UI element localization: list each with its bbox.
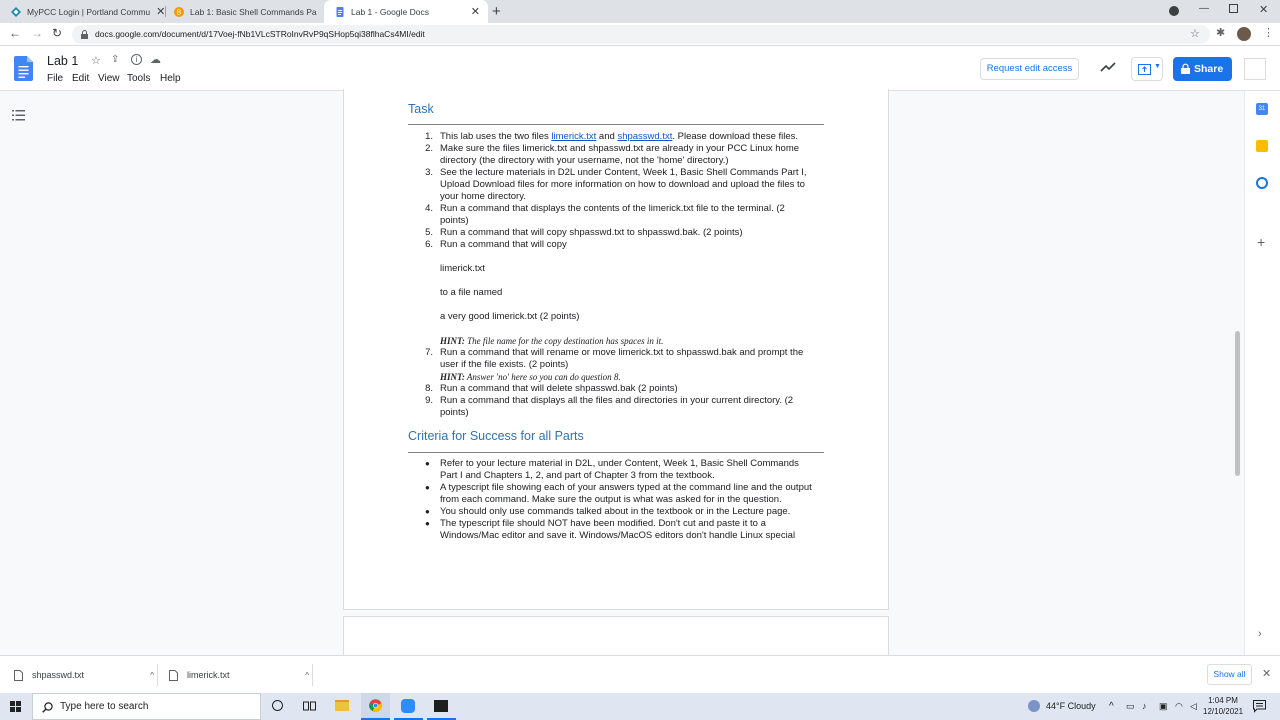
search-icon [42,702,53,713]
list-number: 1. [425,131,433,142]
side-panel [1244,91,1280,655]
windows-start-icon[interactable] [10,701,21,712]
profile-avatar[interactable] [1237,27,1251,41]
file-icon [14,670,23,681]
document-canvas [0,91,1244,655]
list-line: See the lecture materials in D2L under Content, Week 1, Basic Shell Commands Part I, [440,167,807,178]
bullet-icon: ● [425,459,430,468]
list-line: Run a command that will rename or move limerick.txt to shpasswd.bak and prompt the [440,347,804,358]
divider [157,664,158,686]
download-item[interactable] [14,656,154,694]
present-icon [1138,64,1151,75]
list-line: user if the file exists. (2 points) [440,359,569,370]
list-line: your home directory. [440,191,526,202]
show-hidden-icons-chevron-icon[interactable]: ^ [1109,701,1114,712]
download-filename: limerick.txt [187,670,230,680]
task-view-icon[interactable] [303,700,316,712]
search-placeholder: Type here to search [60,701,149,712]
cortana-icon[interactable] [272,700,283,711]
chevron-down-icon: ▼ [1154,63,1161,70]
hint-label: HINT: [440,372,465,382]
list-number: 3. [425,167,433,178]
list-line: Run a command that will delete shpasswd.bak (2 points) [440,383,678,394]
zoom-taskbar-button[interactable] [394,693,423,720]
list-line: points) [440,407,469,418]
list-line: This lab uses the two files limerick.txt and shpasswd.txt. Please download these files. [440,131,799,142]
weather-text[interactable]: 44°F Cloudy [1046,701,1096,711]
present-button[interactable] [1131,57,1163,81]
criteria-line: Part I and Chapters 1, 2, and part of Chapter 3 from the textbook. [440,470,715,481]
chevron-right-icon[interactable]: › [1258,628,1262,640]
menu-file[interactable]: File [47,73,64,84]
weather-cloud-icon[interactable] [1028,700,1040,712]
restore-window-icon[interactable] [1229,4,1238,13]
network-battery-icon[interactable]: ▭ [1126,701,1135,711]
cloud-status-icon[interactable]: ☁ [150,54,161,66]
google-docs-favicon-icon [335,7,345,17]
document-title[interactable]: Lab 1 [47,54,79,68]
document-outline-icon[interactable] [12,110,25,121]
back-arrow-icon[interactable]: ← [9,26,21,40]
close-tab-icon[interactable]: ✕ [470,6,480,18]
criteria-heading: Criteria for Success for all Parts [408,429,584,443]
list-number: 6. [425,239,433,250]
chrome-menu-icon[interactable]: ⋮ [1263,27,1274,39]
forward-arrow-icon[interactable]: → [31,26,43,40]
terminal-icon [434,700,448,712]
hint-7 [440,371,621,383]
list-line: Run a command that will copy shpasswd.txt to shpasswd.bak. (2 points) [440,227,743,238]
notification-center-icon[interactable] [1253,700,1266,712]
list-line: Run a command that displays all the files and directories in your current directory. (2 [440,395,794,406]
heading-underline [408,452,824,453]
vertical-scrollbar-thumb[interactable] [1235,331,1240,476]
list-number: 5. [425,227,433,238]
clock-date: 12/10/2021 [1203,707,1244,716]
criteria-line: from each command. Make sure the output is what was asked for in the question. [440,494,782,505]
list-line: directory (the directory with your username, not the 'home' directory.) [440,155,729,166]
criteria-line: Refer to your lecture material in D2L, under Content, Week 1, Basic Shell Commands [440,458,799,469]
star-icon[interactable]: ☆ [91,55,101,67]
zoom-icon [401,699,415,713]
details-info-icon[interactable]: i [131,54,142,65]
extensions-puzzle-icon[interactable]: ✱ [1216,27,1226,39]
new-tab-icon[interactable]: + [492,3,501,20]
lock-icon [81,30,88,39]
chevron-up-icon[interactable]: ^ [150,670,154,680]
media-record-icon[interactable] [1169,6,1179,16]
wifi-icon[interactable]: ◠ [1175,701,1183,711]
keep-icon[interactable] [1256,140,1268,152]
tab-title: Lab 1: Basic Shell Commands Pa [190,6,317,17]
list-line: Run a command that will copy [440,239,567,250]
account-image-icon[interactable] [1244,58,1266,80]
task-heading: Task [408,102,434,116]
tab-google-docs[interactable] [324,0,488,23]
file-icon [169,670,178,681]
tab-mypcc[interactable] [0,0,165,23]
bullet-icon: ● [425,483,430,492]
show-all-button[interactable]: Show all [1207,664,1252,685]
close-downloads-icon[interactable]: ✕ [1262,668,1272,680]
file-link[interactable]: shpasswd.txt [617,131,673,142]
microphone-icon[interactable]: ♪ [1142,701,1147,711]
bullet-icon: ● [425,519,430,528]
windows-taskbar [0,693,1280,720]
criteria-line: The typescript file should NOT have been modified. Don't cut and paste it to a [440,518,766,529]
clock[interactable] [1203,695,1243,717]
file-link[interactable]: limerick.txt [551,131,597,142]
criteria-line: Windows/Mac editor and save it. Windows/MacOS editors don't handle Linux special [440,530,796,541]
d2l-favicon-icon [174,7,184,17]
hint-6 [440,335,663,347]
url-text: docs.google.com/document/d/17Voej-fNb1VLcSTRoInvRvP9qSHop5qi38flhaCs4MI/edit [95,29,425,39]
tab-title: MyPCC Login | Portland Commu [27,6,151,17]
list-line: Run a command that displays the contents of the limerick.txt file to the terminal. (2 [440,203,785,214]
downloads-bar [0,655,1280,693]
criteria-line: A typescript file showing each of your answers typed at the command line and the output [440,482,812,493]
mypcc-favicon-icon [11,7,21,17]
hint-text: Answer 'no' here so you can do question 8. [464,372,621,382]
bookmark-star-icon[interactable]: ☆ [1190,28,1200,40]
tab-lab1-d2l[interactable] [163,0,325,23]
tab-title: Lab 1 - Google Docs [351,6,429,17]
download-item[interactable] [169,656,309,694]
url-bar[interactable] [72,25,1210,44]
calendar-icon[interactable]: 31 [1256,103,1268,115]
minimize-window-icon[interactable]: — [1199,3,1209,14]
activity-trend-icon[interactable] [1100,62,1116,72]
request-edit-access-button[interactable]: Request edit access [980,58,1079,80]
svg-text:B: B [176,9,182,16]
list-line: Make sure the files limerick.txt and shpasswd.txt are already in your PCC Linux home [440,143,800,154]
list-number: 4. [425,203,433,214]
list-line: points) [440,215,469,226]
browser-tab-strip [0,0,1280,23]
lock-icon [1181,64,1190,74]
share-button[interactable] [1173,57,1232,81]
share-label: Share [1194,63,1224,75]
docs-header [0,46,1280,91]
list-number: 8. [425,383,433,394]
hint-text: The file name for the copy destination has spaces in it. [464,336,664,346]
list-number: 2. [425,143,433,154]
item6-text: to a file named [440,287,503,298]
google-docs-logo-icon[interactable] [14,56,33,81]
item6-target: a very good limerick.txt (2 points) [440,311,580,322]
chevron-up-icon[interactable]: ^ [305,670,309,680]
terminal-taskbar-button[interactable] [427,693,456,720]
heading-underline [408,124,824,125]
reload-icon[interactable]: ↻ [52,26,63,40]
list-line: Upload Download files for more information on how to download and upload the files to [440,179,805,190]
file-explorer-icon[interactable] [335,700,349,711]
download-filename: shpasswd.txt [32,670,85,680]
close-window-icon[interactable]: ✕ [1259,4,1269,16]
menu-view[interactable]: View [98,73,120,84]
criteria-line: You should only use commands talked about in the textbook or in the Lecture page. [440,506,791,517]
taskbar-search-box[interactable] [32,693,261,720]
divider [312,664,313,686]
menu-edit[interactable]: Edit [72,73,90,84]
address-toolbar [0,23,1280,46]
list-number: 9. [425,395,433,406]
volume-icon[interactable]: ◁ [1190,701,1197,711]
menu-help[interactable]: Help [160,73,181,84]
close-tab-icon[interactable]: ✕ [156,6,166,18]
chrome-icon [369,699,382,712]
chrome-taskbar-button[interactable] [361,693,390,720]
tasks-icon[interactable] [1256,177,1268,189]
hint-label: HINT: [440,336,465,346]
list-number: 7. [425,347,433,358]
item6-filename: limerick.txt [440,263,485,274]
bullet-icon: ● [425,507,430,516]
clock-time: 1:04 PM [1208,696,1238,705]
move-folder-icon[interactable]: ⇪ [111,54,120,65]
add-addon-icon[interactable]: + [1257,234,1266,250]
display-icon[interactable]: ▣ [1159,701,1168,711]
menu-tools[interactable]: Tools [127,73,151,84]
